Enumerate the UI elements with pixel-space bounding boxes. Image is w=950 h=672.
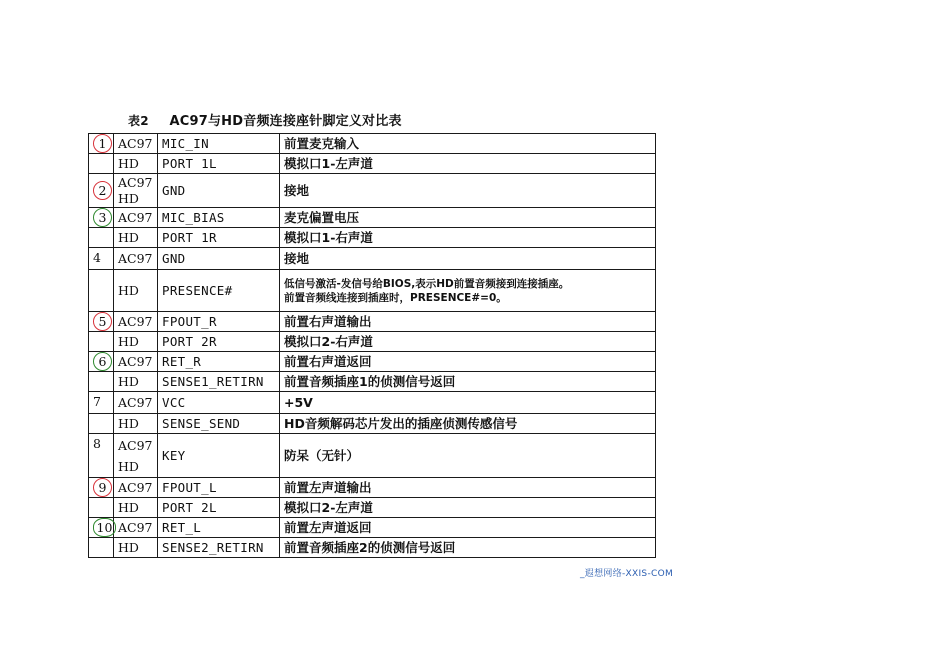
caption-title: AC97与HD音频连接座针脚定义对比表 bbox=[169, 114, 402, 129]
signal-name-cell: SENSE1_RETIRN bbox=[158, 372, 280, 392]
pin-number: 7 bbox=[93, 394, 101, 409]
description-cell: 前置左声道返回 bbox=[280, 518, 656, 538]
green-circle-marker: 6 bbox=[93, 352, 112, 371]
standard-cell: HD bbox=[114, 154, 158, 174]
signal-name-cell: PORT 2L bbox=[158, 498, 280, 518]
table-row bbox=[89, 372, 656, 392]
description-cell: 前置左声道输出 bbox=[280, 478, 656, 498]
table-row bbox=[89, 208, 656, 228]
table-row bbox=[89, 154, 656, 174]
standard-cell: AC97 bbox=[114, 248, 158, 270]
table-row bbox=[89, 312, 656, 332]
table-row bbox=[89, 248, 656, 270]
description-cell: 低信号激活-发信号给BIOS,表示HD前置音频接到连接插座。 前置音频线连接到插座时，PRESENCE#=0。 bbox=[280, 270, 656, 312]
pin-number-cell bbox=[89, 372, 114, 392]
description-cell: 模拟口1-右声道 bbox=[280, 228, 656, 248]
pin-number: 4 bbox=[93, 250, 101, 265]
red-circle-marker: 9 bbox=[93, 478, 112, 497]
table-row bbox=[89, 518, 656, 538]
red-circle-marker: 5 bbox=[93, 312, 112, 331]
red-circle-marker: 2 bbox=[93, 181, 112, 200]
pin-number-cell bbox=[89, 134, 114, 154]
signal-name-cell: PORT 2R bbox=[158, 332, 280, 352]
standard-cell: AC97 bbox=[114, 208, 158, 228]
description-cell: 麦克偏置电压 bbox=[280, 208, 656, 228]
signal-name-cell: MIC_BIAS bbox=[158, 208, 280, 228]
table-row bbox=[89, 134, 656, 154]
table-row bbox=[89, 270, 656, 312]
signal-name-cell: PORT 1L bbox=[158, 154, 280, 174]
table-row bbox=[89, 228, 656, 248]
standard-cell: AC97 HD bbox=[114, 174, 158, 208]
signal-name-cell: PORT 1R bbox=[158, 228, 280, 248]
signal-name-cell: GND bbox=[158, 174, 280, 208]
standard-cell: HD bbox=[114, 372, 158, 392]
signal-name-cell: MIC_IN bbox=[158, 134, 280, 154]
pin-number-cell bbox=[89, 228, 114, 248]
signal-name-cell: VCC bbox=[158, 392, 280, 414]
table-row bbox=[89, 498, 656, 518]
standard-cell: AC97 bbox=[114, 518, 158, 538]
standard-cell: AC97 HD bbox=[114, 434, 158, 478]
pin-table-body bbox=[89, 134, 656, 558]
description-cell: 前置音频插座1的侦测信号返回 bbox=[280, 372, 656, 392]
caption-label: 表2 bbox=[128, 114, 149, 128]
description-cell: 接地 bbox=[280, 248, 656, 270]
pin-number-cell bbox=[89, 434, 114, 478]
table-row bbox=[89, 538, 656, 558]
pin-number-cell bbox=[89, 174, 114, 208]
table-row bbox=[89, 332, 656, 352]
table-row bbox=[89, 392, 656, 414]
red-circle-marker: 1 bbox=[93, 134, 112, 153]
table-row bbox=[89, 478, 656, 498]
description-cell: HD音频解码芯片发出的插座侦测传感信号 bbox=[280, 414, 656, 434]
signal-name-cell: KEY bbox=[158, 434, 280, 478]
signal-name-cell: RET_L bbox=[158, 518, 280, 538]
pin-number-cell bbox=[89, 392, 114, 414]
description-cell: 模拟口2-右声道 bbox=[280, 332, 656, 352]
pin-number-cell bbox=[89, 478, 114, 498]
standard-cell: HD bbox=[114, 270, 158, 312]
green-circle-marker: 10 bbox=[93, 518, 116, 537]
signal-name-cell: FPOUT_R bbox=[158, 312, 280, 332]
table-row bbox=[89, 414, 656, 434]
standard-cell: AC97 bbox=[114, 392, 158, 414]
description-cell: 模拟口2-左声道 bbox=[280, 498, 656, 518]
pin-number-cell bbox=[89, 332, 114, 352]
standard-cell: HD bbox=[114, 414, 158, 434]
standard-cell: HD bbox=[114, 498, 158, 518]
description-cell: 接地 bbox=[280, 174, 656, 208]
description-cell: 防呆（无针） bbox=[280, 434, 656, 478]
description-cell: 模拟口1-左声道 bbox=[280, 154, 656, 174]
standard-cell: AC97 bbox=[114, 478, 158, 498]
watermark-text: _遐想网络-XXIS-COM bbox=[580, 569, 674, 579]
signal-name-cell: PRESENCE# bbox=[158, 270, 280, 312]
standard-cell: HD bbox=[114, 538, 158, 558]
standard-cell: HD bbox=[114, 332, 158, 352]
table-caption bbox=[128, 110, 402, 129]
pin-number-cell bbox=[89, 248, 114, 270]
description-cell: 前置音频插座2的侦测信号返回 bbox=[280, 538, 656, 558]
pin-number-cell bbox=[89, 208, 114, 228]
description-cell: 前置麦克输入 bbox=[280, 134, 656, 154]
description-cell: +5V bbox=[280, 392, 656, 414]
signal-name-cell: SENSE2_RETIRN bbox=[158, 538, 280, 558]
pin-number-cell bbox=[89, 414, 114, 434]
signal-name-cell: SENSE_SEND bbox=[158, 414, 280, 434]
pin-definition-table bbox=[88, 133, 656, 558]
standard-cell: AC97 bbox=[114, 312, 158, 332]
standard-cell: HD bbox=[114, 228, 158, 248]
description-cell: 前置右声道返回 bbox=[280, 352, 656, 372]
signal-name-cell: FPOUT_L bbox=[158, 478, 280, 498]
pin-number-cell bbox=[89, 312, 114, 332]
signal-name-cell: GND bbox=[158, 248, 280, 270]
signal-name-cell: RET_R bbox=[158, 352, 280, 372]
table-row bbox=[89, 174, 656, 208]
pin-number-cell bbox=[89, 518, 114, 538]
standard-cell: AC97 bbox=[114, 352, 158, 372]
pin-number: 8 bbox=[93, 436, 101, 451]
description-cell: 前置右声道输出 bbox=[280, 312, 656, 332]
pin-number-cell bbox=[89, 352, 114, 372]
green-circle-marker: 3 bbox=[93, 208, 112, 227]
pin-number-cell bbox=[89, 154, 114, 174]
pin-number-cell bbox=[89, 498, 114, 518]
pin-number-cell bbox=[89, 538, 114, 558]
standard-cell: AC97 bbox=[114, 134, 158, 154]
pin-number-cell bbox=[89, 270, 114, 312]
table-row bbox=[89, 352, 656, 372]
table-row bbox=[89, 434, 656, 478]
